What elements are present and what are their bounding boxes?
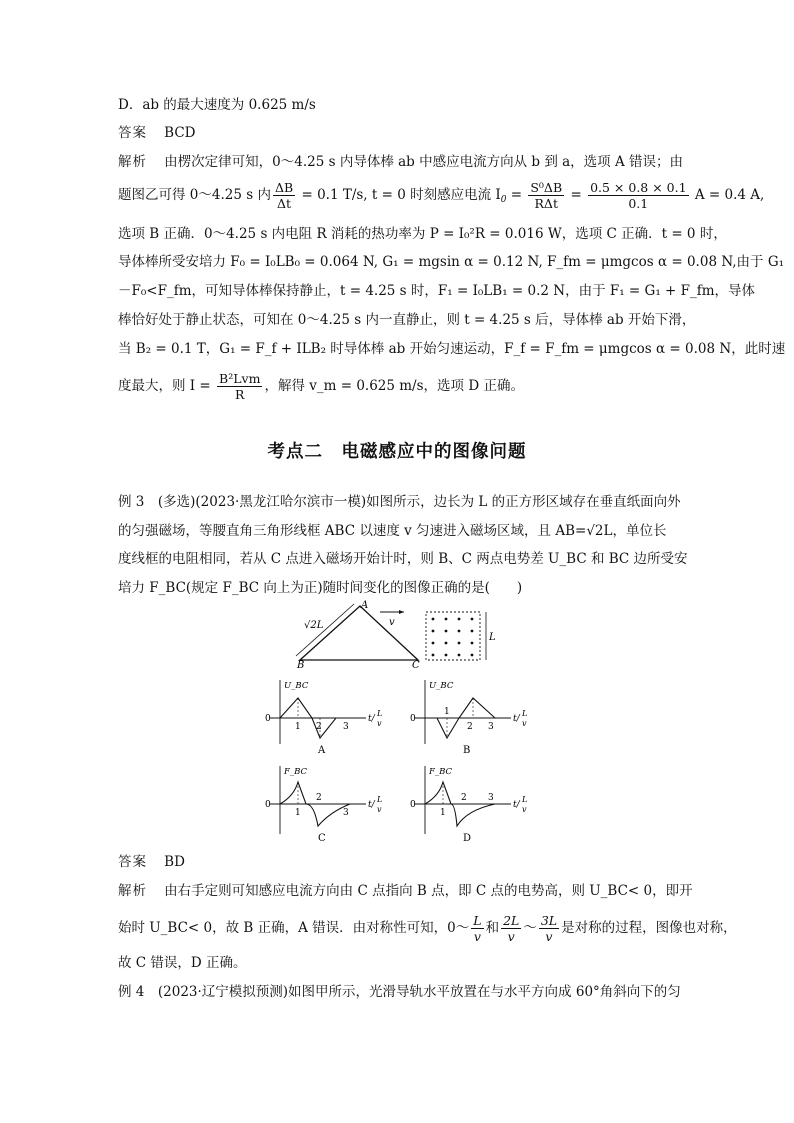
velocity-label: v — [389, 617, 395, 628]
x-axis-label: t/ — [368, 800, 375, 810]
example-3-line-4: 培力 F_BC(规定 F_BC 向上为正)随时间变化的图像正确的是( ) — [118, 580, 523, 596]
explanation-1-line-5: －F₀<F_fm，可知导体棒保持静止，t = 4.25 s 时，F₁ = I₀LB₁ = 0.2 N，由于 F₁ = G₁ + F_fm，导体 — [118, 283, 756, 299]
tick-1: 1 — [444, 707, 450, 717]
section-title: 考点二 电磁感应中的图像问题 — [267, 442, 527, 462]
x-axis-label: t/ — [513, 800, 520, 810]
x-axis-label: t/ — [513, 714, 520, 724]
x-axis-frac-den: v — [522, 719, 527, 728]
explanation-2-line-1 — [118, 881, 693, 901]
example-3-line-2: 的匀强磁场，等腰直角三角形线框 ABC 以速度 v 匀速进入磁场区域，且 AB=√2L，单位长 — [118, 523, 667, 539]
fraction-denominator: Δt — [277, 196, 292, 211]
y-axis-label: U_BC — [429, 681, 454, 691]
fraction-numerator: S⁰ΔB — [530, 180, 563, 195]
graph-b — [410, 680, 527, 756]
graph-c — [265, 766, 382, 844]
field-dots — [432, 618, 474, 657]
field-dot — [445, 654, 448, 657]
y-axis-label: F_BC — [429, 767, 453, 777]
fraction-numerator: L — [473, 913, 482, 928]
explanation-text: 始时 U_BC< 0，故 B 正确，A 错误．由对称性可知，0～ — [118, 920, 470, 936]
velocity-arrowhead — [399, 610, 404, 614]
vertex-c: C — [412, 660, 420, 671]
tick-2: 2 — [316, 722, 322, 732]
example-3-line-1: 例 3 (多选)(2023·黑龙江哈尔滨市一模)如图所示，边长为 L 的正方形区域存在垂直纸面向外 — [118, 494, 681, 510]
y-axis-label: F_BC — [284, 767, 308, 777]
graph-d — [410, 766, 527, 844]
fraction-numerator: 2L — [503, 913, 520, 928]
fraction-numerator: 3L — [540, 913, 558, 928]
tick-2: 2 — [461, 793, 467, 803]
option-label-b: B — [463, 745, 471, 756]
explanation-1-line-2 — [118, 178, 764, 217]
figure-example-3 — [260, 598, 540, 848]
field-dot — [432, 642, 435, 645]
fraction — [528, 180, 564, 211]
field-dot — [471, 630, 474, 633]
field-dot — [458, 618, 461, 621]
x-axis-frac-den: v — [377, 805, 382, 814]
tick-1: 1 — [295, 808, 301, 818]
answer-label: 答案 — [118, 854, 147, 870]
side-label: √2L — [304, 620, 324, 631]
fraction — [471, 913, 483, 944]
explanation-text: 是对称的过程，图像也对称， — [561, 920, 737, 936]
x-axis-frac-den: v — [522, 805, 527, 814]
field-dot — [445, 642, 448, 645]
field-dot — [471, 618, 474, 621]
explanation-text: A = 0.4 A, — [690, 187, 765, 203]
fraction-denominator: R — [235, 387, 245, 402]
fraction-numerator: 0.5 × 0.8 × 0.1 — [590, 180, 687, 195]
answer-value: BCD — [164, 125, 196, 141]
explanation-text: = — [506, 187, 527, 203]
region-label: L — [489, 632, 496, 643]
explanation-text: 和 — [485, 920, 500, 936]
explanation-label: 解析 — [118, 154, 147, 170]
fraction-denominator: v — [473, 929, 481, 944]
origin-label: 0 — [265, 800, 271, 810]
field-dot — [471, 654, 474, 657]
x-axis-frac-num: L — [377, 709, 383, 718]
fraction-denominator: 0.1 — [628, 196, 649, 211]
x-axis-frac-num: L — [522, 795, 528, 804]
field-dot — [458, 630, 461, 633]
field-dot — [432, 630, 435, 633]
field-dot — [458, 654, 461, 657]
explanation-1-line-1 — [118, 152, 683, 172]
fraction-denominator: v — [507, 929, 515, 944]
tick-2: 2 — [316, 793, 322, 803]
fraction-denominator: v — [545, 929, 553, 944]
graph-a — [265, 680, 382, 756]
explanation-1-line-3: 选项 B 正确．0～4.25 s 内电阻 R 消耗的热功率为 P = I₀²R = 0.016 W，选项 C 正确．t = 0 时， — [118, 226, 727, 242]
explanation-text: 度最大，则 I = — [118, 378, 216, 394]
field-dot — [458, 642, 461, 645]
tick-1: 1 — [440, 808, 446, 818]
field-dot — [445, 630, 448, 633]
vertex-a: A — [361, 600, 369, 611]
fraction-denominator: RΔt — [534, 196, 558, 211]
fraction — [273, 180, 295, 211]
tick-2: 2 — [467, 722, 473, 732]
fraction — [539, 913, 559, 944]
tick-1: 1 — [295, 722, 301, 732]
tick-3: 3 — [488, 793, 494, 803]
explanation-1-line-4: 导体棒所受安培力 F₀ = I₀LB₀ = 0.064 N, G₁ = mgsin α = 0.12 N, F_fm = μmgcos α = 0.08 N,由于 G₁ — [118, 254, 785, 270]
tick-3: 3 — [343, 722, 349, 732]
x-axis-frac-num: L — [377, 795, 383, 804]
option-label-d: D — [463, 833, 472, 844]
triangle-abc — [300, 606, 418, 660]
explanation-text: 由楞次定律可知，0～4.25 s 内导体棒 ab 中感应电流方向从 b 到 a，选项 A 错误；由 — [164, 154, 683, 170]
explanation-label: 解析 — [118, 883, 147, 899]
explanation-1-line-8 — [118, 366, 524, 406]
explanation-1-line-7: 当 B₂ = 0.1 T，G₁ = F_f + ILB₂ 时导体棒 ab 开始匀速运动，F_f = F_fm = μmgcos α = 0.08 N，此时速 — [118, 341, 786, 357]
explanation-2-line-3: 故 C 错误，D 正确。 — [118, 955, 247, 971]
origin-label: 0 — [410, 800, 416, 810]
explanation-text: = — [566, 187, 587, 203]
explanation-2-line-2 — [118, 908, 737, 948]
explanation-text: = 0.1 T/s, t = 0 时刻感应电流 I — [297, 187, 501, 203]
answer-value: BD — [164, 854, 185, 870]
tick-3: 3 — [343, 808, 349, 818]
x-axis-label: t/ — [368, 714, 375, 724]
fraction-numerator: ΔB — [274, 180, 294, 195]
example-4-line-1: 例 4 (2023·辽宁模拟预测)如图甲所示，光滑导轨水平放置在与水平方向成 60°角斜向下的匀 — [118, 984, 681, 1000]
fraction — [588, 180, 688, 211]
explanation-text: 题图乙可得 0～4.25 s 内 — [118, 187, 271, 203]
field-dot — [432, 654, 435, 657]
explanation-text: ，解得 v_m = 0.625 m/s，选项 D 正确。 — [264, 378, 524, 394]
subscript: 0 — [500, 195, 507, 205]
x-axis-frac-num: L — [522, 709, 528, 718]
field-dot — [445, 618, 448, 621]
option-label-a: A — [318, 745, 326, 756]
y-axis-label: U_BC — [284, 681, 309, 691]
x-axis-frac-den: v — [377, 719, 382, 728]
option-label-c: C — [318, 833, 326, 844]
answer-2 — [118, 852, 185, 872]
answer-label: 答案 — [118, 125, 147, 141]
answer-1 — [118, 123, 196, 143]
fraction-numerator: B²Lvm — [219, 371, 261, 386]
field-dot — [471, 642, 474, 645]
origin-label: 0 — [410, 714, 416, 724]
fraction — [501, 913, 521, 944]
vertex-b: B — [297, 660, 305, 671]
explanation-1-line-6: 棒恰好处于静止状态，可知在 0～4.25 s 内一直静止，则 t = 4.25 s 后，导体棒 ab 开始下滑， — [118, 312, 696, 328]
tick-3: 3 — [488, 722, 494, 732]
origin-label: 0 — [265, 714, 271, 724]
explanation-text: ～ — [523, 920, 537, 936]
field-dot — [432, 618, 435, 621]
example-3-line-3: 度线框的电阻相同，若从 C 点进入磁场开始计时，则 B、C 两点电势差 U_BC 和 BC 边所受安 — [118, 551, 688, 567]
option-d: D．ab 的最大速度为 0.625 m/s — [118, 97, 316, 113]
explanation-text: 由右手定则可知感应电流方向由 C 点指向 B 点，即 C 点的电势高，则 U_BC< 0，即开 — [164, 883, 693, 899]
fraction — [217, 371, 262, 402]
